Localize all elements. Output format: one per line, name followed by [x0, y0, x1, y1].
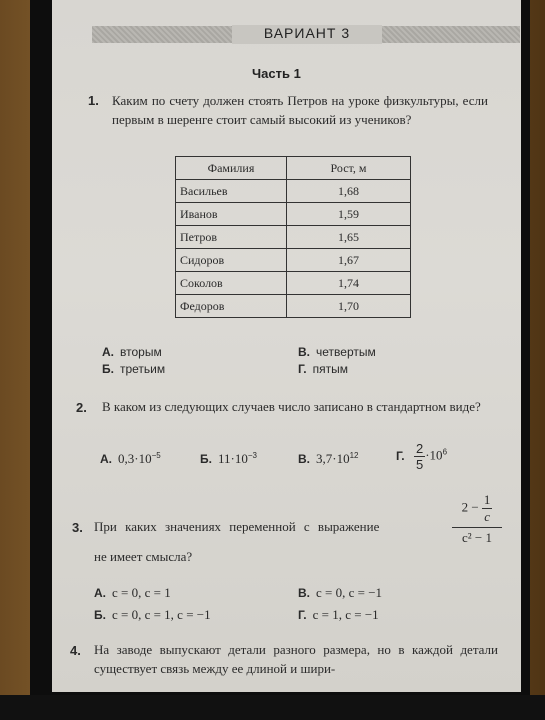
heights-table	[175, 156, 411, 318]
fraction: $\frac{2}{5}$	[415, 441, 424, 472]
q1-text: Каким по счету должен стоять Петров на уроке физкультуры, если первым в шеренге стоит самый высокий из учеников?	[112, 93, 488, 127]
q1-option-c: В. четвертым	[298, 345, 376, 359]
q3-option-d: Г. c = 1, c = −1	[298, 607, 379, 622]
q2-number: 2.	[76, 400, 87, 415]
q2-text: В каком из следующих случаев число записано в стандартном виде?	[102, 399, 481, 414]
q1-option-d: Г. пятым	[298, 362, 349, 376]
q3-option-c: В. c = 0, c = −1	[298, 585, 383, 600]
cell-surname: Иванов	[176, 203, 287, 226]
q1-option-b: Б. третьим	[102, 362, 166, 376]
cell-surname: Васильев	[176, 180, 287, 203]
cell-surname: Петров	[176, 226, 287, 249]
q1-number: 1.	[88, 93, 99, 108]
table-row	[176, 295, 411, 318]
q4-number: 4.	[70, 643, 81, 658]
q3-expression: 2 − $\frac{1}{c}$ c² − 1	[452, 492, 502, 546]
table-header-row	[176, 157, 411, 180]
q2-option-b: Б. $11\cdot 10^{-3}$	[200, 451, 257, 466]
q2-option-c: В. $3,7\cdot 10^{12}$	[298, 451, 359, 466]
header-height: Рост, м	[287, 157, 411, 180]
q1-option-a: А. вторым	[102, 345, 162, 359]
bottom-dark-bar	[0, 695, 545, 720]
q3-text: При каких значениях переменной c выражение	[94, 519, 380, 534]
q3-option-a: А. c = 0, c = 1	[94, 585, 171, 600]
q3-option-b: Б. c = 0, c = 1, c = −1	[94, 607, 211, 622]
variant-title: ВАРИАНТ 3	[232, 25, 382, 44]
table-row	[176, 226, 411, 249]
cell-height: 1,70	[287, 295, 411, 318]
cell-height: 1,68	[287, 180, 411, 203]
q3-number: 3.	[72, 520, 83, 535]
q2-option-d: Г. $\frac{2}{5}$ $\cdot 10^6$	[396, 441, 448, 472]
cell-height: 1,67	[287, 249, 411, 272]
cell-height: 1,74	[287, 272, 411, 295]
table-row	[176, 203, 411, 226]
q4-text: На заводе выпускают детали разного размера, но в каждой детали существует связь между ее длиной и шири-	[94, 642, 498, 676]
cell-surname: Соколов	[176, 272, 287, 295]
book-page	[52, 0, 521, 692]
table-row	[176, 249, 411, 272]
table-row	[176, 272, 411, 295]
q3-tail: не имеет смысла?	[94, 549, 193, 564]
cell-surname: Сидоров	[176, 249, 287, 272]
cell-height: 1,65	[287, 226, 411, 249]
inner-fraction: $\frac{1}{c}$	[483, 492, 491, 524]
cell-surname: Федоров	[176, 295, 287, 318]
header-surname: Фамилия	[176, 157, 287, 180]
q2-option-a: А. $0,3\cdot 10^{-5}$	[100, 451, 161, 466]
table-row	[176, 180, 411, 203]
part-title: Часть 1	[252, 66, 301, 81]
cell-height: 1,59	[287, 203, 411, 226]
